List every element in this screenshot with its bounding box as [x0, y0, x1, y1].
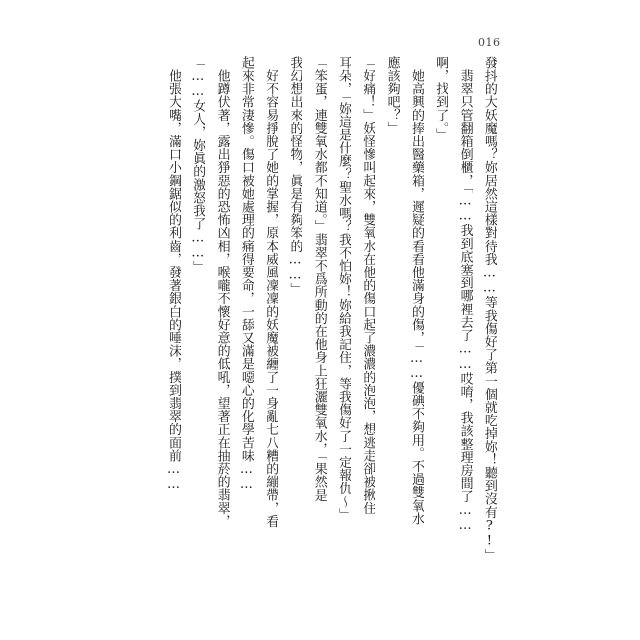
text-line: 啊，找到了。」 [433, 56, 449, 142]
text-line: 「笨蛋，連雙氧水都不知道。」翡翠不爲所動的在他身上狂灑雙氧水，「果然是 [311, 56, 327, 502]
text-line: 發抖的大妖魔嗎？妳居然這樣對待我……等我傷好了第一個就吃掉妳！聽到沒有?!」 [481, 56, 497, 562]
text-line: 「……女人，妳眞的激怒我了……」 [190, 56, 206, 274]
text-line: 她高興的捧出醫藥箱，遲疑的看看他滿身的傷，「……優碘不夠用。不過雙氧水 [408, 56, 424, 526]
text-line: 我幻想出來的怪物，眞是有夠笨的……」 [287, 56, 303, 296]
text-line: 「好痛！」妖怪慘叫起來，雙氧水在他的傷口起了濃濃的泡泡，想逃走卻被揪住 [360, 56, 376, 515]
text-line: 他張大嘴，滿口小鋼鋸似的利齒，發著銀白的唾沫，撲到翡翠的面前…… [166, 56, 181, 493]
page-number: 016 [478, 36, 501, 49]
text-line: 耳朵，「妳這是什麼？聖水嗎？我不怕妳！妳給我記住，等我傷好了一定報仇～」 [336, 56, 352, 522]
text-line: 應該夠吧？」 [384, 56, 400, 135]
text-line: 好不容易掙脫了她的掌握，原本威風凜凜的妖魔被纏了一身亂七八糟的繃帶，看 [263, 56, 279, 528]
text-line: 翡翠只管翻箱倒櫃，「……我到底塞到哪裡去了……哎唷，我該整理房間了…… [457, 56, 473, 534]
text-line: 他蹲伏著，露出猙惡的恐怖凶相，喉嚨不懷好意的低吼，望著正在抽菸的翡翠， [214, 56, 230, 528]
vertical-text-block [165, 56, 497, 616]
text-line: 起來非常淒慘。傷口被她處理的痛得要命，一舔又滿是噁心的化學苦味…… [238, 56, 254, 493]
